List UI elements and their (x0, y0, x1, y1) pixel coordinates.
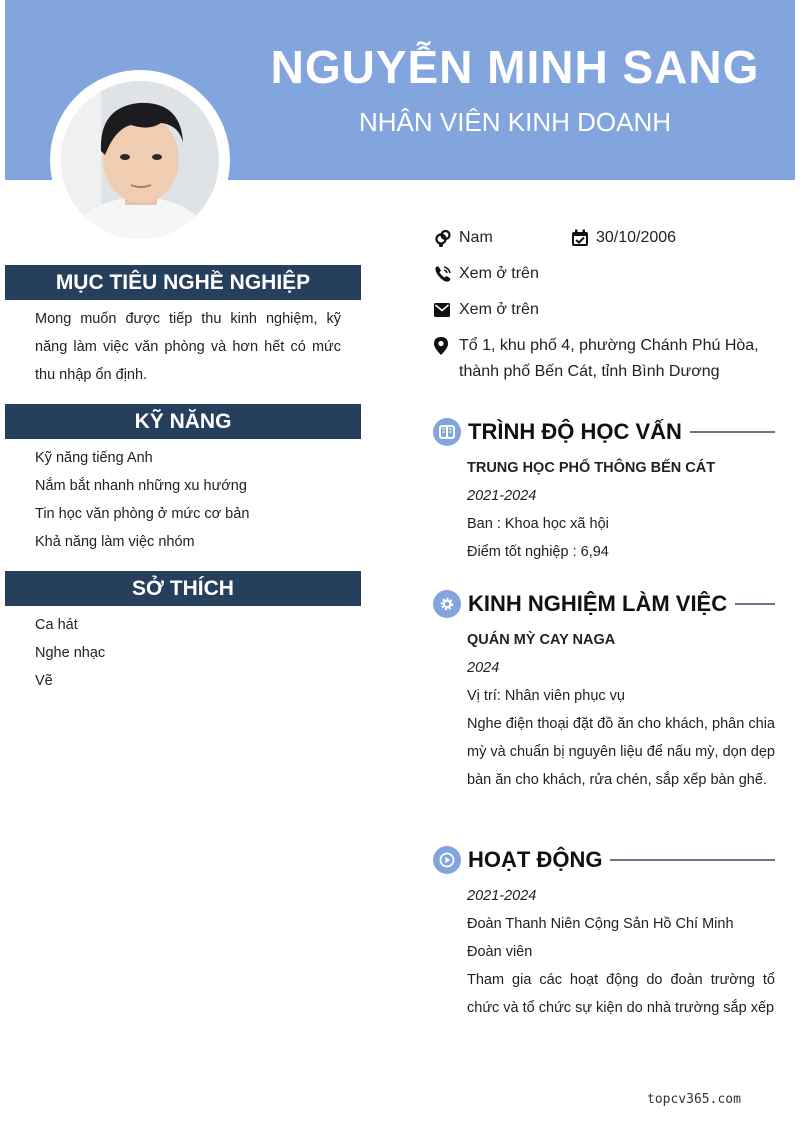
contact-address (434, 333, 759, 385)
skills-list (35, 444, 341, 556)
email-icon (434, 297, 459, 323)
list-item: Ca hát (35, 617, 78, 633)
activities-organization: Đoàn Thanh Niên Cộng Sản Hồ Chí Minh (467, 916, 734, 932)
book-icon (433, 418, 461, 446)
experience-position: Vị trí: Nhân viên phục vụ (467, 688, 625, 704)
list-item: Kỹ năng tiếng Anh (35, 450, 153, 466)
watermark-text[interactable]: topcv365.com (647, 1092, 741, 1107)
activities-period: 2021-2024 (467, 888, 537, 904)
section-title-objective: MỤC TIÊU NGHỀ NGHIỆP (5, 265, 361, 300)
section-title-education: TRÌNH ĐỘ HỌC VẤN (468, 419, 682, 444)
education-grade: Điểm tốt nghiệp : 6,94 (467, 544, 609, 560)
objective-text: Mong muốn được tiếp thu kinh nghiệm, kỹ năng làm việc văn phòng và hơn hết có mức thu nhập ổn định. (35, 311, 341, 383)
gear-icon (433, 590, 461, 618)
gender-value: Nam (459, 229, 493, 246)
company-name: QUÁN MỲ CAY NAGA (467, 632, 616, 648)
email-value: Xem ở trên (459, 301, 539, 318)
phone-icon (434, 261, 459, 287)
section-divider (690, 431, 775, 433)
gender-icon (434, 225, 459, 251)
contact-gender (434, 225, 493, 251)
experience-period: 2024 (467, 660, 500, 676)
section-title-hobbies: SỞ THÍCH (5, 571, 361, 606)
section-divider (735, 603, 775, 605)
phone-value: Xem ở trên (459, 265, 539, 282)
address-line-1: Tổ 1, khu phố 4, phường Chánh Phú Hòa, (459, 337, 759, 354)
birthdate-value: 30/10/2006 (596, 229, 677, 246)
contact-phone (434, 261, 539, 287)
section-header-experience (433, 589, 775, 619)
section-header-education (433, 417, 775, 447)
education-entry (467, 454, 775, 566)
list-item: Khả năng làm việc nhóm (35, 534, 195, 550)
candidate-name: NGUYỄN MINH SANG (270, 41, 760, 93)
section-title-experience: KINH NGHIỆM LÀM VIỆC (468, 591, 728, 616)
school-name: TRUNG HỌC PHỔ THÔNG BẾN CÁT (467, 460, 716, 476)
address-line-2: thành phố Bến Cát, tỉnh Bình Dương (459, 363, 720, 380)
experience-description: Nghe điện thoại đặt đồ ăn cho khách, phân chia mỳ và chuẩn bị nguyên liệu để nấu mỳ, dọn dẹp bàn ăn cho khách, rửa chén, sắp xếp bàn ghế. (467, 716, 775, 788)
list-item: Nghe nhạc (35, 645, 106, 661)
list-item: Vẽ (35, 673, 53, 689)
section-header-activities (433, 845, 775, 875)
contact-birthdate (571, 225, 676, 251)
play-icon (433, 846, 461, 874)
list-item: Nắm bắt nhanh những xu hướng (35, 478, 247, 494)
contact-email (434, 297, 539, 323)
activities-role: Đoàn viên (467, 944, 533, 960)
hobbies-list (35, 611, 341, 695)
section-divider (610, 859, 775, 861)
location-pin-icon (434, 333, 459, 359)
calendar-icon (571, 225, 596, 251)
list-item: Tin học văn phòng ở mức cơ bản (35, 506, 250, 522)
section-title-skills: KỸ NĂNG (5, 404, 361, 439)
activities-description: Tham gia các hoạt động do đoàn trường tổ chức và tổ chức sự kiện do nhà trường sắp xếp (467, 972, 775, 1016)
job-title: NHÂN VIÊN KINH DOANH (358, 107, 672, 137)
activities-entry (467, 882, 775, 1022)
education-major: Ban : Khoa học xã hội (467, 516, 609, 532)
education-period: 2021-2024 (467, 488, 537, 504)
section-title-activities: HOẠT ĐỘNG (468, 847, 603, 872)
avatar (61, 81, 219, 239)
experience-entry (467, 626, 775, 794)
